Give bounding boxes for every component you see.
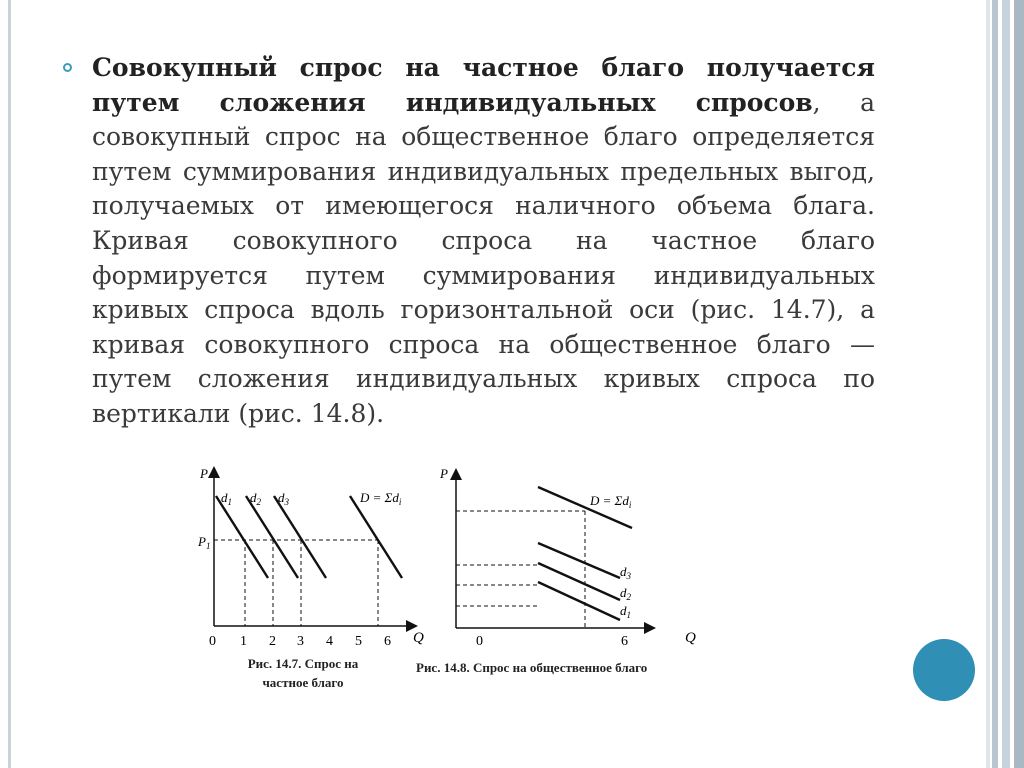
fig2-tick-0: 0 [476, 634, 483, 649]
fig1-private-good [197, 466, 424, 649]
fig1-caption [228, 654, 378, 692]
fig1-d1-label: $d_1$ [221, 490, 232, 507]
fig1-caption-line2: частное благо [262, 675, 344, 690]
fig2-d3-label: $d_3$ [620, 564, 631, 581]
slide-body-text [92, 51, 875, 432]
fig1-p-axis-label: P [200, 466, 208, 481]
figures-svg [190, 458, 730, 658]
fig1-d1-curve [216, 496, 268, 578]
fig1-tick-4: 4 [326, 634, 333, 649]
body-text: , а совокупный спрос на общественное благо определяется путем суммирования индивидуальных предельных выгод, получаемых от имеющегося наличного объема блага. Кривая совокупного спроса на частное благо формируется путем суммирования индивидуальных кривых спроса вдоль горизонтальной оси (рис. 14.7), а кривая совокупного спроса на общественное благо — путем сложения индивидуальных кривых спроса по вертикали (рис. 14.8). [92, 87, 875, 428]
fig1-p1-label: $P_1$ [198, 534, 211, 551]
decorative-circle [913, 639, 975, 701]
fig2-d1-curve [538, 582, 620, 620]
fig1-tick-5: 5 [355, 634, 362, 649]
fig2-q-axis-label: Q [685, 630, 696, 646]
fig2-caption: Рис. 14.8. Спрос на общественное благо [416, 660, 648, 675]
fig2-p-axis-label: P [440, 466, 448, 481]
fig2-tick-6: 6 [621, 634, 628, 649]
fig1-d2-label: $d_2$ [250, 490, 261, 507]
fig2-d2-curve [538, 563, 620, 600]
fig1-tick-0: 0 [209, 634, 216, 649]
fig2-d1-label: $d_1$ [620, 603, 631, 620]
fig1-caption-line1: Рис. 14.7. Спрос на [247, 656, 359, 671]
fig1-total-label: $D = \Sigma d_i$ [360, 490, 402, 507]
fig1-tick-2: 2 [269, 634, 276, 649]
fig1-tick-6: 6 [384, 634, 391, 649]
fig1-d3-curve [274, 496, 326, 578]
fig1-total-curve [350, 496, 402, 578]
fig2-d3-curve [538, 543, 620, 578]
fig1-q-axis-label: Q [413, 630, 424, 646]
bullet-icon [63, 63, 72, 72]
fig1-tick-3: 3 [297, 634, 304, 649]
fig2-d2-label: $d_2$ [620, 585, 631, 602]
slide-frame-right [986, 0, 1024, 768]
fig2-public-good [439, 466, 696, 649]
bold-lead-text: Совокупный спрос на частное благо получается путем сложения индивидуальных спросов [92, 53, 875, 117]
fig2-total-label: $D = \Sigma d_i$ [590, 493, 632, 510]
slide-frame-left [8, 0, 11, 768]
fig1-d2-curve [246, 496, 298, 578]
fig1-tick-1: 1 [240, 634, 247, 649]
fig1-d3-label: $d_3$ [278, 490, 289, 507]
figures-container [190, 458, 730, 698]
